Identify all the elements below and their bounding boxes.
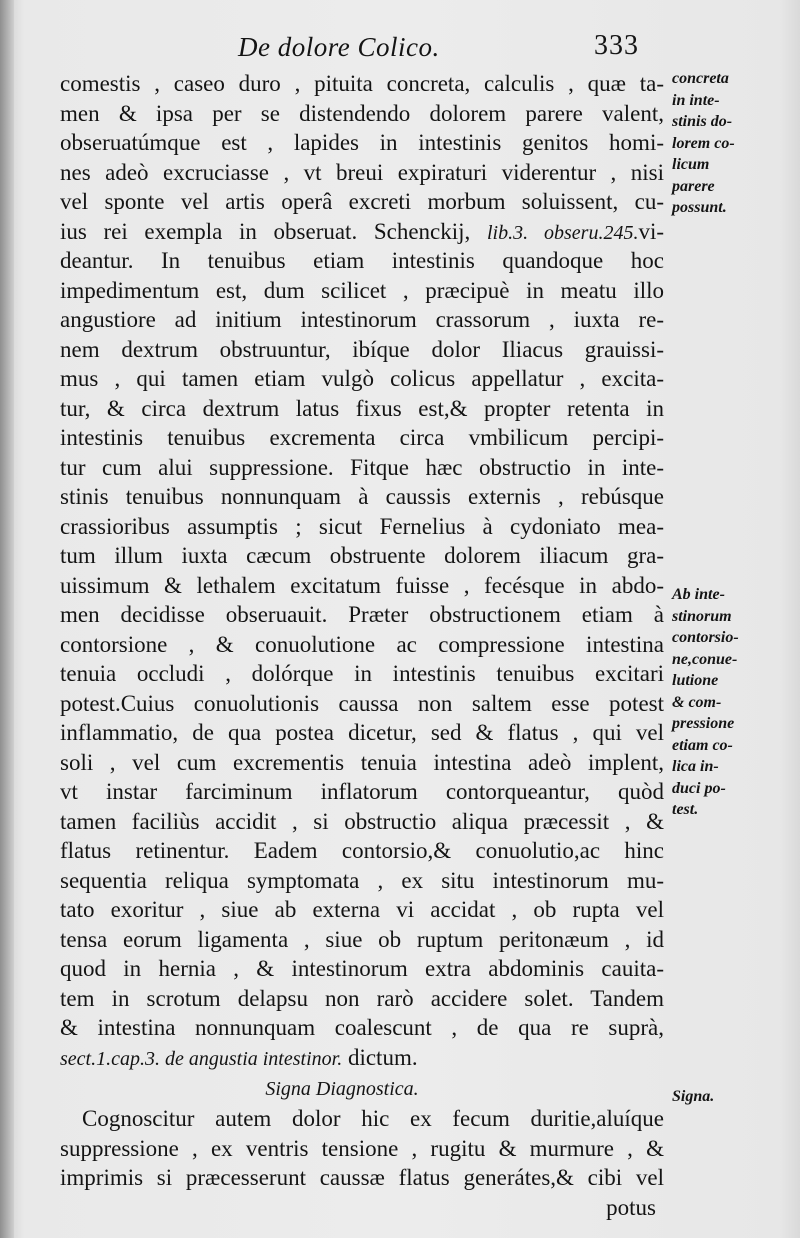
text-line: crassioribus assumptis ; sicut Fernelius à cydoniato mea-: [60, 513, 664, 539]
text-line: tur cum alui suppressione. Fitque hæc obstructio in inte-: [60, 454, 664, 480]
text-line-with-citation: [60, 1043, 664, 1073]
marginal-line: stinorum: [672, 607, 732, 625]
text-line: nem dextrum obstruuntur, ibíque dolor Iliacus grauissi-: [60, 336, 664, 362]
marginal-line: stinis do-: [672, 113, 733, 130]
citation-end: dictum.: [347, 1044, 418, 1070]
citation-sect: sect.1.cap.3. de angustia intestinor.: [60, 1047, 343, 1070]
text-line: vel sponte vel artis operâ excreti morbum soluissent, cu-: [60, 189, 664, 214]
text-line: tem in scrotum delapsu non rarò accidere solet. Tandem: [60, 985, 664, 1011]
marginal-line: etiam co-: [672, 736, 733, 754]
text-line: men & ipsa per se distendendo dolorem parere valent,: [60, 100, 664, 126]
page-gutter-shadow: [0, 0, 14, 1238]
text-line: tum illum iuxta cæcum obstruente dolorem iliacum gra-: [60, 543, 664, 568]
text-line: potest.Cuius conuolutionis caussa non saltem esse potest: [60, 690, 664, 716]
text-line: Cognoscitur autem dolor hic ex fecum duritie,aluíque: [82, 1106, 664, 1131]
main-text-column: [60, 69, 664, 1222]
marginal-line: lutione: [672, 672, 719, 689]
marginal-line: lica in-: [672, 758, 719, 775]
text-line: intestinis tenuibus excrementa circa vmbilicum percipi-: [60, 425, 664, 450]
marginal-line: duci po-: [672, 779, 726, 797]
text-line: deantur. In tenuibus etiam intestinis quandoque hoc: [60, 248, 664, 273]
marginal-line: Signa.: [672, 1088, 715, 1105]
marginal-note-concreta: [672, 68, 796, 219]
text-line: stinis tenuibus nonnunquam à caussis externis , rebúsque: [60, 484, 664, 509]
text-line: tensa eorum ligamenta , siue ob ruptum peritonæum , id: [60, 926, 664, 952]
marginal-line: concreta: [672, 70, 729, 87]
text-line: tamen faciliùs accidit , si obstructio aliqua præcessit , &: [60, 808, 664, 834]
marginal-line: Ab inte-: [672, 586, 725, 603]
marginal-line: pressione: [672, 715, 735, 732]
text-line: & intestina nonnunquam coalescunt , de qua re suprà,: [60, 1015, 664, 1040]
text-line: suppressione , ex ventris tensione , rugitu & murmure , &: [60, 1135, 664, 1161]
section-subheading: Signa Diagnostica.: [265, 1078, 419, 1100]
citation-tail: vi-: [638, 218, 665, 244]
marginal-line: ne,conue-: [672, 650, 738, 668]
marginal-line: & com-: [672, 693, 722, 711]
marginal-line: licum: [672, 156, 710, 173]
citation-lead: ius rei exempla in obseruat. Schenckij,: [60, 218, 471, 244]
text-line: uissimum & lethalem excitatum fuisse , fecésque in abdo-: [60, 572, 664, 598]
text-line: nes adeò excruciasse , vt breui expiraturi viderentur , nisi: [60, 159, 664, 185]
marginal-line: test.: [672, 801, 699, 818]
text-line: flatus retinentur. Eadem contorsio,& conuolutio,ac hinc: [60, 838, 664, 863]
text-line: men decidisse obseruauit. Præter obstructionem etiam à: [60, 602, 664, 627]
marginal-note-contorsione: [672, 584, 796, 821]
marginal-line: in inte-: [672, 91, 720, 109]
catchword: potus: [606, 1194, 656, 1220]
text-line: quod in hernia , & intestinorum extra abdominis cauita-: [60, 956, 664, 981]
text-line: comestis , caseo duro , pituita concreta, calculis , quæ ta-: [60, 71, 664, 96]
text-line: soli , vel cum excrementis tenuia intestina adeò implent,: [60, 749, 664, 775]
text-line: sequentia reliqua symptomata , ex situ intestinorum mu-: [60, 867, 664, 893]
text-line: tato exoritur , siue ab externa vi accidat , ob rupta vel: [60, 897, 664, 922]
citation-lib: lib.3. obseru.245.: [486, 221, 639, 244]
text-line: obseruatúmque est , lapides in intestinis genitos homi-: [60, 130, 664, 155]
marginal-line: contorsio-: [672, 629, 739, 646]
text-line: vt instar farciminum inflatorum contorqueantur, quòd: [60, 779, 664, 804]
text-line: imprimis si præcesserunt caussæ flatus generátes,& cibi vel: [60, 1165, 664, 1190]
marginal-line: possunt.: [672, 199, 727, 216]
marginal-line: lorem co-: [672, 134, 735, 152]
text-line: inflammatio, de qua postea dicetur, sed & flatus , qui vel: [60, 720, 664, 745]
text-line: impedimentum est, dum scilicet , præcipuè in meatu illo: [60, 277, 664, 303]
page-number: 333: [594, 30, 639, 61]
text-line: angustiore ad initium intestinorum crassorum , iuxta re-: [60, 307, 664, 332]
text-line: tur, & circa dextrum latus fixus est,& propter retenta in: [60, 395, 664, 421]
text-line: mus , qui tamen etiam vulgò colicus appellatur , excita-: [60, 366, 664, 391]
running-head: De dolore Colico.: [238, 32, 440, 62]
text-line: contorsione , & conuolutione ac compressione intestina: [60, 631, 664, 657]
marginal-note-signa: [672, 1086, 796, 1108]
text-line-with-citation: [60, 217, 664, 247]
text-line: tenuia occludi , dolórque in intestinis tenuibus excitari: [60, 661, 664, 686]
marginal-line: parere: [672, 177, 715, 195]
